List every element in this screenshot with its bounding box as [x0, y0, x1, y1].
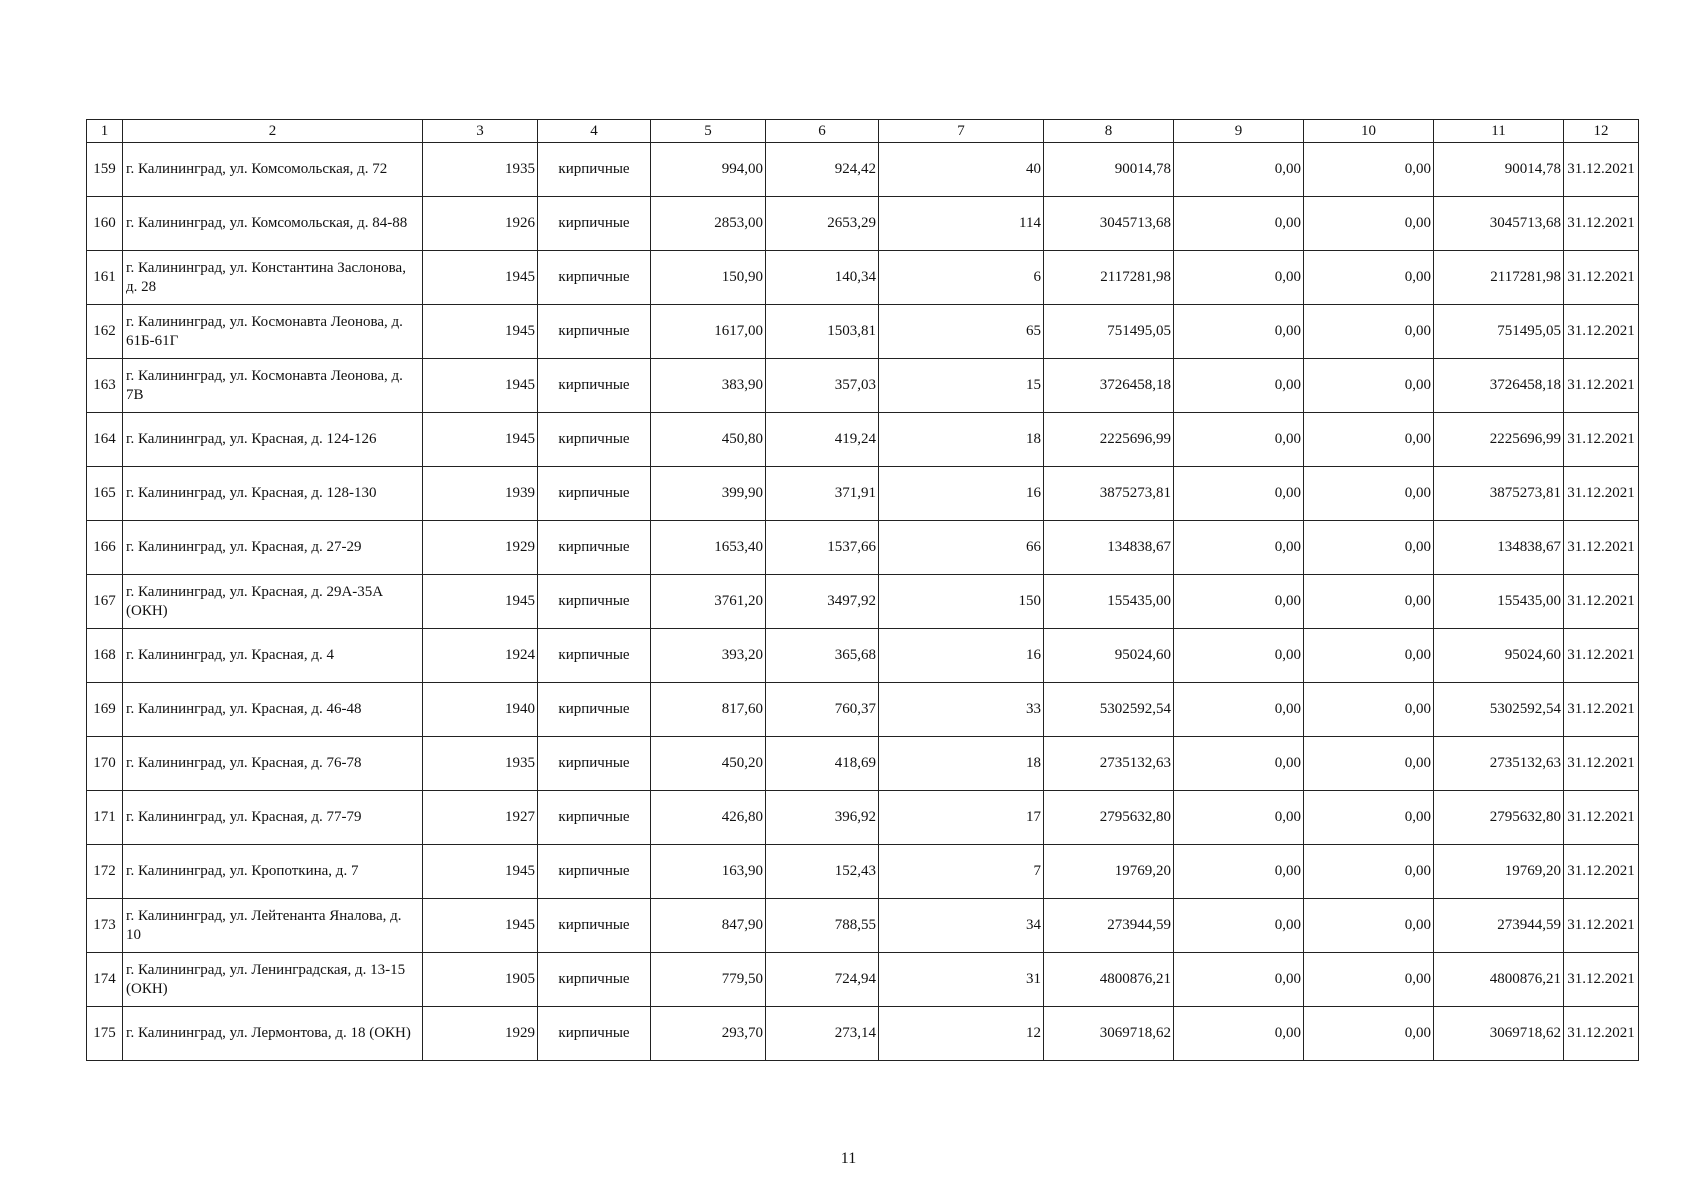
completion-date-cell: 31.12.2021 [1564, 737, 1639, 791]
wall-material-cell: кирпичные [538, 899, 651, 953]
cost-total-cell: 2225696,99 [1044, 413, 1174, 467]
cost-total-cell: 155435,00 [1044, 575, 1174, 629]
area-living-cell: 724,94 [766, 953, 879, 1007]
row-number-cell: 160 [87, 197, 123, 251]
residents-count-cell: 16 [879, 629, 1044, 683]
completion-date-cell: 31.12.2021 [1564, 899, 1639, 953]
address-cell: г. Калининград, ул. Красная, д. 77-79 [123, 791, 423, 845]
cost-col9-cell: 0,00 [1174, 575, 1304, 629]
area-total-cell: 1617,00 [651, 305, 766, 359]
cost-col10-cell: 0,00 [1304, 953, 1434, 1007]
cost-col11-cell: 3069718,62 [1434, 1007, 1564, 1061]
completion-date-cell: 31.12.2021 [1564, 845, 1639, 899]
area-total-cell: 994,00 [651, 143, 766, 197]
residents-count-cell: 12 [879, 1007, 1044, 1061]
completion-date-cell: 31.12.2021 [1564, 683, 1639, 737]
residents-count-cell: 34 [879, 899, 1044, 953]
cost-total-cell: 5302592,54 [1044, 683, 1174, 737]
area-total-cell: 163,90 [651, 845, 766, 899]
cost-col9-cell: 0,00 [1174, 251, 1304, 305]
area-living-cell: 365,68 [766, 629, 879, 683]
cost-col9-cell: 0,00 [1174, 683, 1304, 737]
residents-count-cell: 6 [879, 251, 1044, 305]
area-total-cell: 450,20 [651, 737, 766, 791]
completion-date-cell: 31.12.2021 [1564, 467, 1639, 521]
year-built-cell: 1929 [423, 521, 538, 575]
address-cell: г. Калининград, ул. Красная, д. 27-29 [123, 521, 423, 575]
wall-material-cell: кирпичные [538, 143, 651, 197]
table-row [87, 305, 1639, 359]
address-cell: г. Калининград, ул. Лейтенанта Яналова, д. 10 [123, 899, 423, 953]
cost-col11-cell: 155435,00 [1434, 575, 1564, 629]
area-total-cell: 817,60 [651, 683, 766, 737]
row-number-cell: 170 [87, 737, 123, 791]
year-built-cell: 1926 [423, 197, 538, 251]
address-cell: г. Калининград, ул. Космонавта Леонова, д. 61Б-61Г [123, 305, 423, 359]
cost-col11-cell: 90014,78 [1434, 143, 1564, 197]
row-number-cell: 161 [87, 251, 123, 305]
cost-total-cell: 90014,78 [1044, 143, 1174, 197]
wall-material-cell: кирпичные [538, 791, 651, 845]
cost-col11-cell: 2735132,63 [1434, 737, 1564, 791]
column-header: 12 [1564, 120, 1639, 143]
year-built-cell: 1935 [423, 737, 538, 791]
wall-material-cell: кирпичные [538, 521, 651, 575]
cost-col9-cell: 0,00 [1174, 737, 1304, 791]
cost-col10-cell: 0,00 [1304, 737, 1434, 791]
cost-col9-cell: 0,00 [1174, 305, 1304, 359]
cost-col9-cell: 0,00 [1174, 413, 1304, 467]
wall-material-cell: кирпичные [538, 305, 651, 359]
cost-col10-cell: 0,00 [1304, 143, 1434, 197]
column-header: 7 [879, 120, 1044, 143]
address-cell: г. Калининград, ул. Комсомольская, д. 84-88 [123, 197, 423, 251]
address-cell: г. Калининград, ул. Красная, д. 128-130 [123, 467, 423, 521]
table-row [87, 1007, 1639, 1061]
area-living-cell: 3497,92 [766, 575, 879, 629]
cost-col11-cell: 2795632,80 [1434, 791, 1564, 845]
cost-total-cell: 3045713,68 [1044, 197, 1174, 251]
residents-count-cell: 65 [879, 305, 1044, 359]
address-cell: г. Калининград, ул. Красная, д. 29А-35А (ОКН) [123, 575, 423, 629]
area-living-cell: 140,34 [766, 251, 879, 305]
column-header: 9 [1174, 120, 1304, 143]
cost-col10-cell: 0,00 [1304, 413, 1434, 467]
area-total-cell: 847,90 [651, 899, 766, 953]
wall-material-cell: кирпичные [538, 575, 651, 629]
table-row [87, 467, 1639, 521]
year-built-cell: 1945 [423, 845, 538, 899]
area-living-cell: 273,14 [766, 1007, 879, 1061]
area-living-cell: 760,37 [766, 683, 879, 737]
year-built-cell: 1945 [423, 359, 538, 413]
residents-count-cell: 18 [879, 737, 1044, 791]
cost-col9-cell: 0,00 [1174, 629, 1304, 683]
table-row [87, 521, 1639, 575]
table-row [87, 359, 1639, 413]
area-living-cell: 418,69 [766, 737, 879, 791]
cost-col11-cell: 4800876,21 [1434, 953, 1564, 1007]
cost-col10-cell: 0,00 [1304, 467, 1434, 521]
residents-count-cell: 66 [879, 521, 1044, 575]
column-header: 10 [1304, 120, 1434, 143]
cost-col11-cell: 2225696,99 [1434, 413, 1564, 467]
completion-date-cell: 31.12.2021 [1564, 251, 1639, 305]
address-cell: г. Калининград, ул. Константина Заслонова, д. 28 [123, 251, 423, 305]
column-header: 1 [87, 120, 123, 143]
year-built-cell: 1924 [423, 629, 538, 683]
year-built-cell: 1935 [423, 143, 538, 197]
cost-col9-cell: 0,00 [1174, 359, 1304, 413]
cost-col9-cell: 0,00 [1174, 899, 1304, 953]
cost-col9-cell: 0,00 [1174, 143, 1304, 197]
completion-date-cell: 31.12.2021 [1564, 953, 1639, 1007]
address-cell: г. Калининград, ул. Лермонтова, д. 18 (ОКН) [123, 1007, 423, 1061]
area-total-cell: 426,80 [651, 791, 766, 845]
data-table-container [86, 119, 1638, 1061]
column-header: 3 [423, 120, 538, 143]
row-number-cell: 173 [87, 899, 123, 953]
table-body [87, 143, 1639, 1061]
completion-date-cell: 31.12.2021 [1564, 791, 1639, 845]
cost-total-cell: 2735132,63 [1044, 737, 1174, 791]
area-living-cell: 788,55 [766, 899, 879, 953]
row-number-cell: 171 [87, 791, 123, 845]
completion-date-cell: 31.12.2021 [1564, 143, 1639, 197]
cost-col9-cell: 0,00 [1174, 791, 1304, 845]
area-living-cell: 371,91 [766, 467, 879, 521]
cost-total-cell: 3726458,18 [1044, 359, 1174, 413]
residents-count-cell: 150 [879, 575, 1044, 629]
address-cell: г. Калининград, ул. Красная, д. 124-126 [123, 413, 423, 467]
row-number-cell: 166 [87, 521, 123, 575]
completion-date-cell: 31.12.2021 [1564, 413, 1639, 467]
address-cell: г. Калининград, ул. Красная, д. 46-48 [123, 683, 423, 737]
table-row [87, 791, 1639, 845]
area-total-cell: 150,90 [651, 251, 766, 305]
completion-date-cell: 31.12.2021 [1564, 305, 1639, 359]
residents-count-cell: 15 [879, 359, 1044, 413]
row-number-cell: 172 [87, 845, 123, 899]
address-cell: г. Калининград, ул. Комсомольская, д. 72 [123, 143, 423, 197]
cost-col11-cell: 3726458,18 [1434, 359, 1564, 413]
row-number-cell: 169 [87, 683, 123, 737]
cost-col11-cell: 5302592,54 [1434, 683, 1564, 737]
year-built-cell: 1940 [423, 683, 538, 737]
cost-col9-cell: 0,00 [1174, 1007, 1304, 1061]
cost-col11-cell: 134838,67 [1434, 521, 1564, 575]
wall-material-cell: кирпичные [538, 737, 651, 791]
cost-total-cell: 4800876,21 [1044, 953, 1174, 1007]
completion-date-cell: 31.12.2021 [1564, 575, 1639, 629]
table-row [87, 845, 1639, 899]
row-number-cell: 174 [87, 953, 123, 1007]
table-row [87, 575, 1639, 629]
column-header: 2 [123, 120, 423, 143]
row-number-cell: 159 [87, 143, 123, 197]
cost-total-cell: 95024,60 [1044, 629, 1174, 683]
area-total-cell: 293,70 [651, 1007, 766, 1061]
cost-col9-cell: 0,00 [1174, 197, 1304, 251]
header-row [87, 120, 1639, 143]
wall-material-cell: кирпичные [538, 1007, 651, 1061]
cost-col10-cell: 0,00 [1304, 629, 1434, 683]
wall-material-cell: кирпичные [538, 953, 651, 1007]
table-row [87, 197, 1639, 251]
row-number-cell: 164 [87, 413, 123, 467]
table-row [87, 899, 1639, 953]
cost-total-cell: 751495,05 [1044, 305, 1174, 359]
year-built-cell: 1929 [423, 1007, 538, 1061]
area-living-cell: 357,03 [766, 359, 879, 413]
column-header: 8 [1044, 120, 1174, 143]
cost-col11-cell: 3875273,81 [1434, 467, 1564, 521]
wall-material-cell: кирпичные [538, 467, 651, 521]
area-living-cell: 924,42 [766, 143, 879, 197]
area-total-cell: 1653,40 [651, 521, 766, 575]
completion-date-cell: 31.12.2021 [1564, 1007, 1639, 1061]
wall-material-cell: кирпичные [538, 683, 651, 737]
area-total-cell: 393,20 [651, 629, 766, 683]
column-header: 5 [651, 120, 766, 143]
residents-count-cell: 40 [879, 143, 1044, 197]
cost-col10-cell: 0,00 [1304, 899, 1434, 953]
cost-total-cell: 19769,20 [1044, 845, 1174, 899]
year-built-cell: 1905 [423, 953, 538, 1007]
cost-col10-cell: 0,00 [1304, 1007, 1434, 1061]
cost-col10-cell: 0,00 [1304, 251, 1434, 305]
address-cell: г. Калининград, ул. Космонавта Леонова, д. 7В [123, 359, 423, 413]
area-total-cell: 450,80 [651, 413, 766, 467]
cost-col11-cell: 751495,05 [1434, 305, 1564, 359]
area-living-cell: 1503,81 [766, 305, 879, 359]
cost-col11-cell: 273944,59 [1434, 899, 1564, 953]
area-total-cell: 399,90 [651, 467, 766, 521]
wall-material-cell: кирпичные [538, 845, 651, 899]
area-total-cell: 3761,20 [651, 575, 766, 629]
cost-total-cell: 2795632,80 [1044, 791, 1174, 845]
area-living-cell: 152,43 [766, 845, 879, 899]
table-row [87, 953, 1639, 1007]
wall-material-cell: кирпичные [538, 629, 651, 683]
area-living-cell: 396,92 [766, 791, 879, 845]
column-header: 4 [538, 120, 651, 143]
residents-count-cell: 7 [879, 845, 1044, 899]
cost-col9-cell: 0,00 [1174, 845, 1304, 899]
cost-total-cell: 3069718,62 [1044, 1007, 1174, 1061]
completion-date-cell: 31.12.2021 [1564, 629, 1639, 683]
cost-col10-cell: 0,00 [1304, 197, 1434, 251]
year-built-cell: 1927 [423, 791, 538, 845]
cost-col10-cell: 0,00 [1304, 521, 1434, 575]
cost-col9-cell: 0,00 [1174, 467, 1304, 521]
year-built-cell: 1945 [423, 413, 538, 467]
address-cell: г. Калининград, ул. Кропоткина, д. 7 [123, 845, 423, 899]
completion-date-cell: 31.12.2021 [1564, 197, 1639, 251]
table-row [87, 413, 1639, 467]
area-total-cell: 2853,00 [651, 197, 766, 251]
cost-col10-cell: 0,00 [1304, 359, 1434, 413]
column-header: 11 [1434, 120, 1564, 143]
year-built-cell: 1939 [423, 467, 538, 521]
cost-total-cell: 3875273,81 [1044, 467, 1174, 521]
table-row [87, 683, 1639, 737]
cost-col10-cell: 0,00 [1304, 575, 1434, 629]
area-total-cell: 383,90 [651, 359, 766, 413]
residents-count-cell: 31 [879, 953, 1044, 1007]
year-built-cell: 1945 [423, 305, 538, 359]
residents-count-cell: 114 [879, 197, 1044, 251]
area-living-cell: 2653,29 [766, 197, 879, 251]
wall-material-cell: кирпичные [538, 251, 651, 305]
cost-total-cell: 273944,59 [1044, 899, 1174, 953]
address-cell: г. Калининград, ул. Красная, д. 4 [123, 629, 423, 683]
table-row [87, 737, 1639, 791]
cost-col11-cell: 95024,60 [1434, 629, 1564, 683]
cost-total-cell: 134838,67 [1044, 521, 1174, 575]
cost-col10-cell: 0,00 [1304, 305, 1434, 359]
area-living-cell: 1537,66 [766, 521, 879, 575]
cost-col10-cell: 0,00 [1304, 845, 1434, 899]
table-row [87, 629, 1639, 683]
cost-col9-cell: 0,00 [1174, 521, 1304, 575]
wall-material-cell: кирпичные [538, 197, 651, 251]
address-cell: г. Калининград, ул. Красная, д. 76-78 [123, 737, 423, 791]
cost-col11-cell: 3045713,68 [1434, 197, 1564, 251]
year-built-cell: 1945 [423, 251, 538, 305]
housing-table [86, 119, 1639, 1061]
cost-col10-cell: 0,00 [1304, 683, 1434, 737]
year-built-cell: 1945 [423, 899, 538, 953]
area-living-cell: 419,24 [766, 413, 879, 467]
year-built-cell: 1945 [423, 575, 538, 629]
table-row [87, 251, 1639, 305]
cost-col10-cell: 0,00 [1304, 791, 1434, 845]
table-row [87, 143, 1639, 197]
residents-count-cell: 16 [879, 467, 1044, 521]
row-number-cell: 175 [87, 1007, 123, 1061]
cost-total-cell: 2117281,98 [1044, 251, 1174, 305]
cost-col11-cell: 2117281,98 [1434, 251, 1564, 305]
row-number-cell: 162 [87, 305, 123, 359]
row-number-cell: 165 [87, 467, 123, 521]
address-cell: г. Калининград, ул. Ленинградская, д. 13-15 (ОКН) [123, 953, 423, 1007]
completion-date-cell: 31.12.2021 [1564, 359, 1639, 413]
wall-material-cell: кирпичные [538, 359, 651, 413]
cost-col11-cell: 19769,20 [1434, 845, 1564, 899]
row-number-cell: 167 [87, 575, 123, 629]
cost-col9-cell: 0,00 [1174, 953, 1304, 1007]
row-number-cell: 168 [87, 629, 123, 683]
residents-count-cell: 18 [879, 413, 1044, 467]
area-total-cell: 779,50 [651, 953, 766, 1007]
column-header: 6 [766, 120, 879, 143]
wall-material-cell: кирпичные [538, 413, 651, 467]
residents-count-cell: 17 [879, 791, 1044, 845]
row-number-cell: 163 [87, 359, 123, 413]
page-number: 11 [840, 1150, 857, 1167]
completion-date-cell: 31.12.2021 [1564, 521, 1639, 575]
residents-count-cell: 33 [879, 683, 1044, 737]
